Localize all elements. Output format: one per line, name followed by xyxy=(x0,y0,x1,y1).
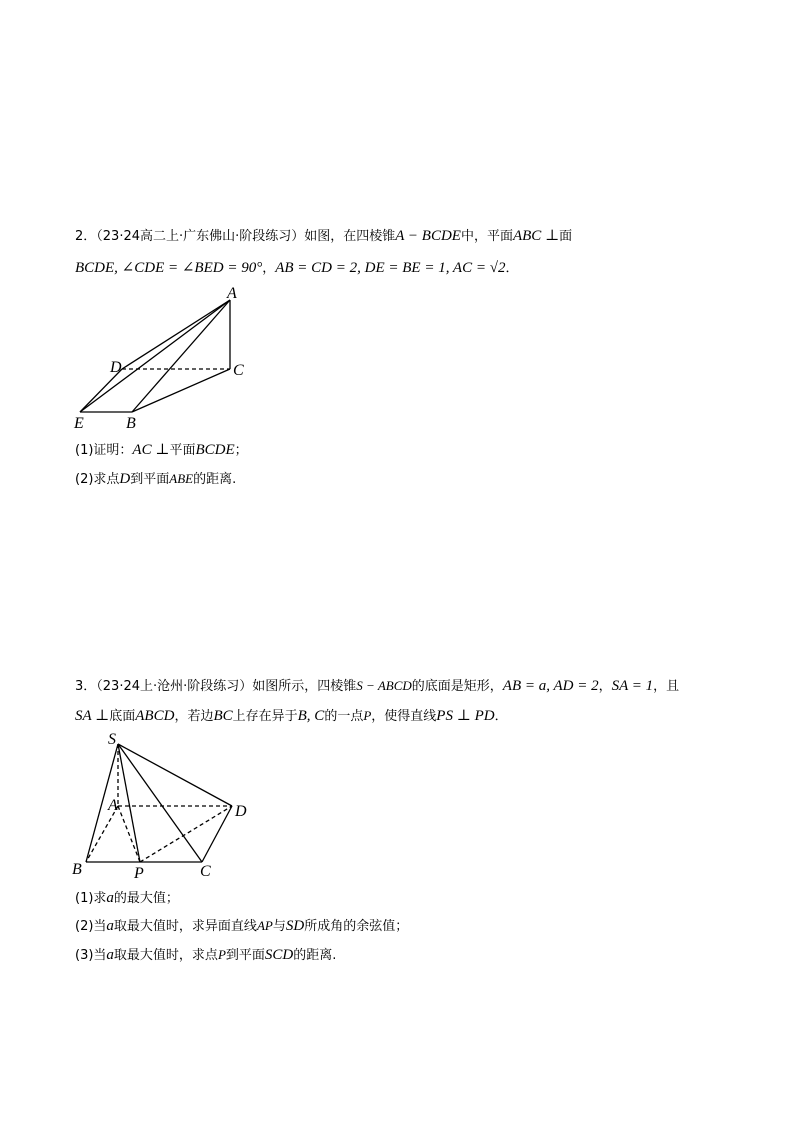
edge-SC xyxy=(118,744,202,862)
label-E: E xyxy=(74,415,84,430)
q2-point: D xyxy=(119,471,131,487)
problem2-statement-line1 xyxy=(75,226,572,247)
edge-PD-hidden xyxy=(140,806,232,862)
p3-t5: ，使得直线 xyxy=(371,709,437,724)
problem2-question1 xyxy=(75,440,248,461)
p3-perp: PS ⊥ PD xyxy=(436,708,495,724)
problem2-question2 xyxy=(75,469,236,490)
problem3-question1 xyxy=(75,888,179,909)
edge-BC xyxy=(132,369,230,412)
q1-math: AC ⊥ xyxy=(132,442,170,458)
p3q3-mid: 取最大值时，求点 xyxy=(113,948,218,963)
problem2-figure xyxy=(70,282,260,430)
p3-pts: B, C xyxy=(297,708,325,724)
p3q1-var: a xyxy=(106,890,114,906)
p3-sa-perp: SA ⊥ xyxy=(75,708,110,724)
problem2-conditions-lengths: AB = CD = 2, DE = BE = 1, AC = √2 xyxy=(275,260,506,276)
p3-plane: ABCD xyxy=(135,708,175,724)
problem2-mid: 中，平面 xyxy=(460,229,513,244)
q1-plane: BCDE xyxy=(195,442,235,458)
q1-end: ； xyxy=(234,443,248,458)
label-B: B xyxy=(72,861,82,878)
problem2-mid2: 面 xyxy=(559,229,573,244)
p3q3-p: P xyxy=(217,947,226,962)
p3-t4: 的一点 xyxy=(324,709,364,724)
p3-edge: BC xyxy=(213,708,233,724)
problem3-figure xyxy=(70,730,260,880)
p3-p: P xyxy=(363,708,372,723)
problem2-intro: 如图，在四棱锥 xyxy=(304,229,396,244)
p3q3-plane: SCD xyxy=(264,947,294,963)
p3q2-var: a xyxy=(106,918,114,934)
problem3-cond1: AB = a, AD = 2 xyxy=(502,678,599,694)
q2-end: 的距离. xyxy=(193,472,237,487)
problem3-intro: 如图所示，四棱锥 xyxy=(252,679,357,694)
p3-t1: 底面 xyxy=(109,709,136,724)
p3q3-var: a xyxy=(106,947,114,963)
q1-mid: 平面 xyxy=(169,443,196,458)
p3q2-and: 与 xyxy=(272,919,286,934)
edge-AP-hidden xyxy=(118,806,140,862)
edge-BA xyxy=(132,300,230,412)
problem3-pyramid: S − ABCD xyxy=(356,678,412,693)
edge-EA xyxy=(80,300,230,412)
problem2-sep: ， xyxy=(262,261,276,276)
edge-CD xyxy=(202,806,232,862)
p3q3-prefix: (3)当 xyxy=(75,948,107,963)
problem3-question2 xyxy=(75,916,408,937)
problem3-statement-line1 xyxy=(75,676,679,697)
p3q2-l2: SD xyxy=(285,918,305,934)
problem3-mid: 的底面是矩形， xyxy=(411,679,503,694)
label-A: A xyxy=(227,285,237,302)
p3q3-end: 的距离. xyxy=(293,948,337,963)
p3q1-prefix: (1)求 xyxy=(75,891,107,906)
p3q1-end: 的最大值； xyxy=(113,891,179,906)
problem3-source: （23·24上·沧州·阶段练习） xyxy=(96,679,253,694)
problem3-statement-line2 xyxy=(75,706,508,727)
edge-SD xyxy=(118,744,232,806)
problem3-number: 3． xyxy=(75,679,97,694)
q1-prefix: (1)证明： xyxy=(75,443,133,458)
problem3-question3 xyxy=(75,945,336,966)
p3q3-mid2: 到平面 xyxy=(225,948,265,963)
q2-prefix: (2)求点 xyxy=(75,472,120,487)
problem3-cond2: SA = 1 xyxy=(611,678,654,694)
p3-t3: 上存在异于 xyxy=(232,709,298,724)
p3q2-mid: 取最大值时，求异面直线 xyxy=(113,919,257,934)
q2-mid: 到平面 xyxy=(130,472,170,487)
problem2-number: 2． xyxy=(75,229,97,244)
label-C: C xyxy=(200,863,211,880)
problem2-end: ． xyxy=(505,261,519,276)
p3q2-end: 所成角的余弦值； xyxy=(304,919,409,934)
p3q2-prefix: (2)当 xyxy=(75,919,107,934)
p3q2-l1: AP xyxy=(256,918,273,933)
p3-t2: ，若边 xyxy=(174,709,214,724)
label-S: S xyxy=(108,731,116,748)
label-D: D xyxy=(235,803,247,820)
label-P: P xyxy=(134,865,144,880)
q2-plane: ABE xyxy=(169,471,194,486)
p3-end: ． xyxy=(494,709,508,724)
problem2-plane1: ABC ⊥ xyxy=(512,228,560,244)
label-B: B xyxy=(126,415,136,430)
problem3-sep: ， xyxy=(598,679,612,694)
edge-SP xyxy=(118,744,140,862)
edge-AB-hidden xyxy=(86,806,118,862)
label-D: D xyxy=(110,359,122,376)
problem2-conditions-angles: BCDE, ∠CDE = ∠BED = 90° xyxy=(75,260,263,276)
problem2-pyramid: A − BCDE xyxy=(395,228,461,244)
label-A: A xyxy=(108,797,118,814)
edge-DA xyxy=(122,300,230,369)
label-C: C xyxy=(233,362,244,379)
problem2-statement-line2 xyxy=(75,258,518,279)
problem2-source: （23·24高二上·广东佛山·阶段练习） xyxy=(96,229,305,244)
problem3-end1: ，且 xyxy=(653,679,680,694)
